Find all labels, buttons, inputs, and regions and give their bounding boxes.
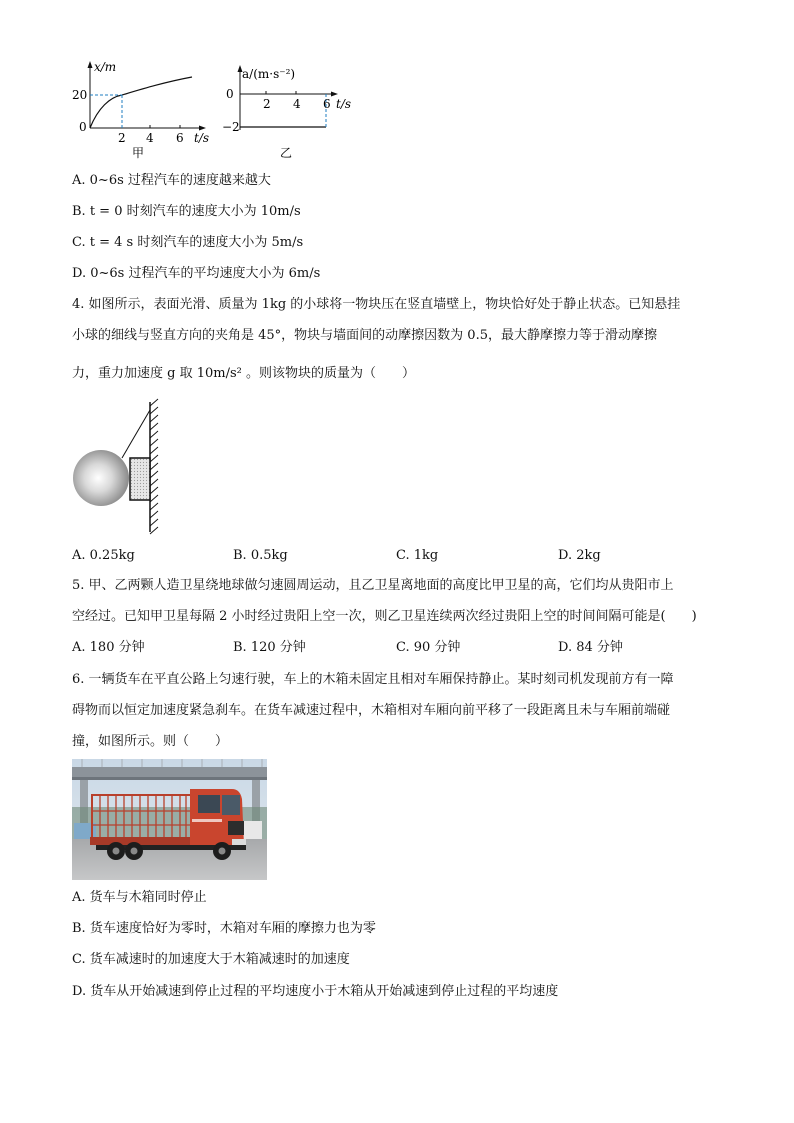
graph-jia-caption: 甲 <box>132 146 145 160</box>
graph-yi-caption: 乙 <box>280 146 293 160</box>
q4-stem-line-2: 小球的细线与竖直方向的夹角是 45°，物块与墙面间的动摩擦因数为 0.5，最大静摩擦力等于滑动摩擦 <box>72 328 657 343</box>
q3-option-a: A. 0~6s 过程汽车的速度越来越大 <box>72 173 271 188</box>
q4-stem-line-1: 4. 如图所示，表面光滑、质量为 1kg 的小球将一物块压在竖直墙壁上，物块恰好处于静止状态。已知悬挂 <box>72 297 681 312</box>
graph-jia-x-tick-3: 6 <box>176 131 184 145</box>
q6-option-a: A. 货车与木箱同时停止 <box>72 890 207 905</box>
graph-yi-x-tick-3: 6 <box>323 97 331 111</box>
q6-option-c: C. 货车减速时的加速度大于木箱减速时的加速度 <box>72 952 350 967</box>
graph-yi-x-label: t/s <box>336 97 352 111</box>
graph-jia <box>70 58 220 166</box>
q4-option-b: B. 0.5kg <box>233 548 288 563</box>
q5-option-c: C. 90 分钟 <box>396 640 461 655</box>
q5-option-a: A. 180 分钟 <box>72 640 145 655</box>
graph-jia-y-label: x/m <box>94 60 117 74</box>
q5-stem-line-2: 空经过。已知甲卫星每隔 2 小时经过贵阳上空一次，则乙卫星连续两次经过贵阳上空的时间间隔可能是( ) <box>72 609 697 624</box>
q5-stem-line-1: 5. 甲、乙两颗人造卫星绕地球做匀速圆周运动，且乙卫星离地面的高度比甲卫星的高，它们均从贵阳市上 <box>72 578 674 593</box>
q4-stem-line-3: 力，重力加速度 g 取 10m/s² 。则该物块的质量为（ ） <box>72 366 415 381</box>
q4-option-c: C. 1kg <box>396 548 439 563</box>
graph-jia-x-tick-2: 4 <box>146 131 154 145</box>
q6-stem-line-2: 碍物而以恒定加速度紧急刹车。在货车减速过程中，木箱相对车厢向前平移了一段距离且未与车厢前端碰 <box>72 703 671 718</box>
q6-truck-photo <box>72 759 267 880</box>
graph-yi-x-tick-1: 2 <box>263 97 271 111</box>
graph-yi-x-tick-2: 4 <box>293 97 301 111</box>
q6-option-b: B. 货车速度恰好为零时，木箱对车厢的摩擦力也为零 <box>72 921 376 936</box>
graph-jia-origin: 0 <box>79 120 87 134</box>
q5-option-d: D. 84 分钟 <box>558 640 623 655</box>
q5-option-b: B. 120 分钟 <box>233 640 306 655</box>
q3-option-b: B. t = 0 时刻汽车的速度大小为 10m/s <box>72 204 301 219</box>
q4-option-a: A. 0.25kg <box>72 548 135 563</box>
q4-ball-wall-figure <box>70 398 170 536</box>
graph-yi <box>222 58 362 166</box>
graph-yi-y-label: a/(m·s⁻²) <box>242 67 296 81</box>
graph-jia-x-tick-1: 2 <box>118 131 126 145</box>
q3-option-c: C. t = 4 s 时刻汽车的速度大小为 5m/s <box>72 235 304 250</box>
q3-option-d: D. 0~6s 过程汽车的平均速度大小为 6m/s <box>72 266 321 281</box>
q4-option-d: D. 2kg <box>558 548 601 563</box>
q6-stem-line-1: 6. 一辆货车在平直公路上匀速行驶，车上的木箱未固定且相对车厢保持静止。某时刻司机发现前方有一障 <box>72 672 674 687</box>
graph-jia-x-label: t/s <box>194 131 210 145</box>
q6-stem-line-3: 撞，如图所示。则（ ） <box>72 734 229 749</box>
graph-yi-zero: 0 <box>226 87 234 101</box>
q6-option-d: D. 货车从开始减速到停止过程的平均速度小于木箱从开始减速到停止过程的平均速度 <box>72 984 559 999</box>
graph-jia-y-tick: 20 <box>72 88 88 102</box>
graph-yi-neg: −2 <box>222 120 240 134</box>
